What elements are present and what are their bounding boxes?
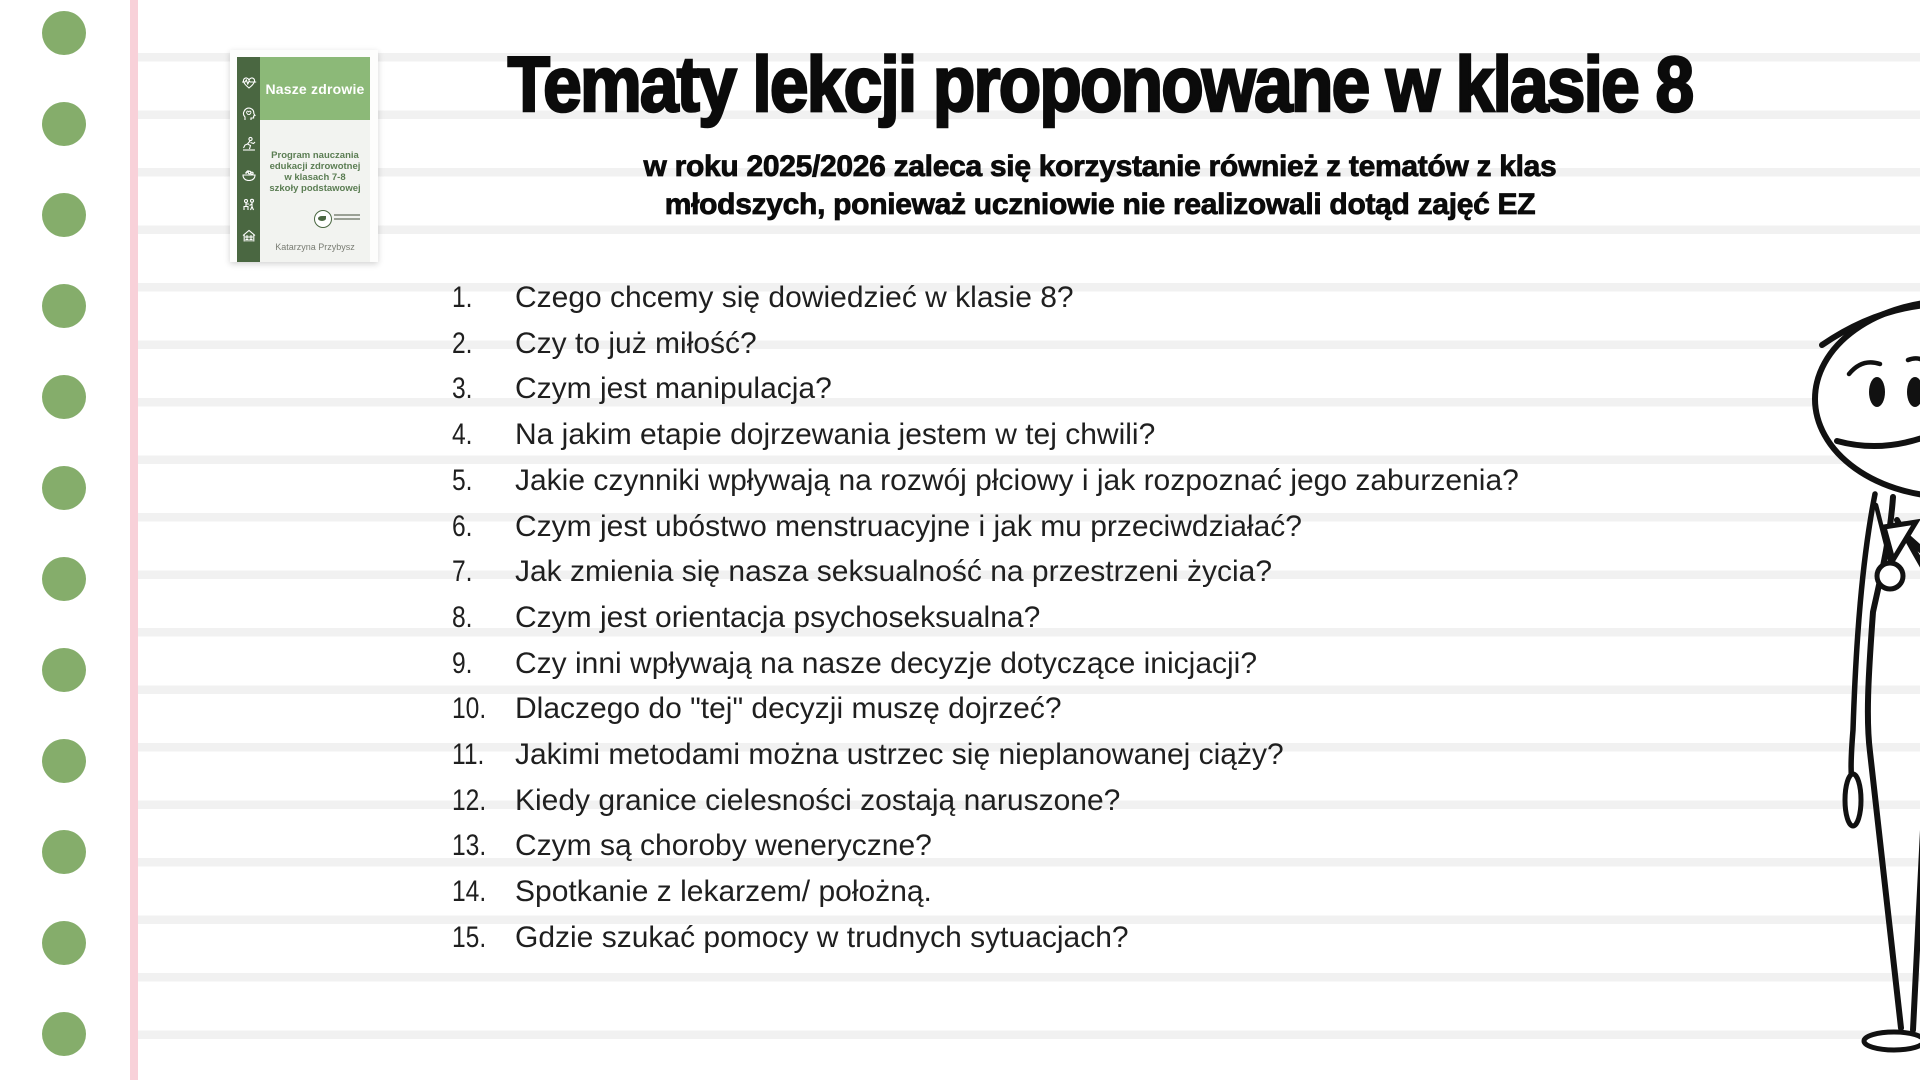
topic-item: [452, 869, 1519, 915]
topic-item: [452, 641, 1519, 687]
topic-item: [452, 366, 1519, 412]
page-subtitle: [380, 148, 1820, 224]
topic-number: 11.: [452, 738, 485, 772]
cover-series-title: Nasze zdrowie: [265, 80, 365, 97]
topic-number: 4.: [452, 418, 473, 452]
binder-dot: [42, 921, 86, 965]
topic-text: Jakimi metodami można ustrzec się nieplanowanej ciąży?: [515, 738, 1284, 772]
topic-number: 3.: [452, 372, 473, 406]
topic-item: [452, 412, 1519, 458]
binder-dot: [42, 284, 86, 328]
subtitle-line-2: młodszych, ponieważ uczniowie nie realizowali dotąd zajęć EZ: [664, 188, 1536, 221]
topic-text: Czy inni wpływają na nasze decyzje dotyczące inicjacji?: [515, 646, 1258, 680]
binder-dot: [42, 375, 86, 419]
topic-number: 5.: [452, 463, 473, 497]
topic-text: Czym jest orientacja psychoseksualna?: [515, 600, 1041, 634]
subtitle-line-1: w roku 2025/2026 zaleca się korzystanie również z tematów z klas: [643, 150, 1557, 183]
heart-pulse-icon: [241, 75, 257, 91]
topic-text: Spotkanie z lekarzem/ położną.: [515, 875, 932, 909]
binder-dot: [42, 557, 86, 601]
page-title: Tematy lekcji proponowane w klasie 8: [507, 40, 1693, 128]
topic-number: 14.: [452, 875, 487, 909]
notebook-margin-line: [130, 0, 138, 1080]
topic-text: Jakie czynniki wpływają na rozwój płciowy i jak rozpoznać jego zaburzenia?: [515, 463, 1519, 497]
topic-text: Czego chcemy się dowiedzieć w klasie 8?: [515, 281, 1074, 314]
exercise-icon: [241, 136, 257, 152]
topic-list: [452, 275, 1519, 961]
topic-text: Czym są choroby weneryczne?: [515, 829, 932, 863]
topic-number: 12.: [452, 783, 487, 817]
family-home-icon: [241, 228, 257, 244]
topic-number: 7.: [452, 555, 473, 589]
topic-item: [452, 686, 1519, 732]
topic-number: 9.: [452, 646, 473, 680]
topic-text: Jak zmienia się nasza seksualność na przestrzeni życia?: [515, 555, 1273, 589]
topic-text: Dlaczego do "tej" decyzji muszę dojrzeć?: [515, 692, 1062, 726]
people-care-icon: [241, 197, 257, 213]
topic-item: [452, 823, 1519, 869]
topic-item: [452, 732, 1519, 778]
head-heart-icon: [241, 106, 257, 122]
cover-icon-strip: [237, 57, 260, 262]
topic-number: 1.: [452, 281, 473, 314]
topic-text: Na jakim etapie dojrzewania jestem w tej chwili?: [515, 418, 1156, 452]
topic-text: Czy to już miłość?: [515, 326, 757, 360]
topic-item: [452, 504, 1519, 550]
topic-number: 13.: [452, 829, 487, 863]
binder-dot: [42, 102, 86, 146]
binder-dot: [42, 1012, 86, 1056]
binder-dot: [42, 193, 86, 237]
topic-number: 15.: [452, 920, 487, 954]
topic-item: [452, 778, 1519, 824]
topic-number: 2.: [452, 326, 473, 360]
topic-item: [452, 915, 1519, 961]
topic-item: [452, 549, 1519, 595]
topic-item: [452, 595, 1519, 641]
healthy-food-icon: [241, 167, 257, 183]
topic-item: [452, 275, 1519, 321]
cover-author: Katarzyna Przybysz: [275, 242, 355, 252]
binder-dot: [42, 466, 86, 510]
topic-item: [452, 458, 1519, 504]
topic-item: [452, 321, 1519, 367]
slide-header: [380, 0, 1820, 224]
binder-dot: [42, 648, 86, 692]
topic-text: Kiedy granice cielesności zostają naruszone?: [515, 783, 1121, 817]
topic-number: 10.: [452, 692, 487, 726]
topic-text: Gdzie szukać pomocy w trudnych sytuacjach?: [515, 920, 1129, 954]
topic-number: 8.: [452, 600, 473, 634]
book-cover: [230, 50, 378, 262]
stick-figure-illustration: [1720, 270, 1920, 1080]
binder-dot: [42, 11, 86, 55]
cover-badge-icon: [314, 210, 332, 228]
cover-description: Program nauczania edukacji zdrowotnej w klasach 7-8 szkoły podstawowej: [269, 150, 361, 194]
binder-dot: [42, 739, 86, 783]
binder-dot: [42, 830, 86, 874]
topic-number: 6.: [452, 509, 473, 543]
topic-text: Czym jest ubóstwo menstruacyjne i jak mu przeciwdziałać?: [515, 509, 1302, 543]
topic-text: Czym jest manipulacja?: [515, 372, 832, 406]
cover-badge-caption: [334, 212, 360, 222]
